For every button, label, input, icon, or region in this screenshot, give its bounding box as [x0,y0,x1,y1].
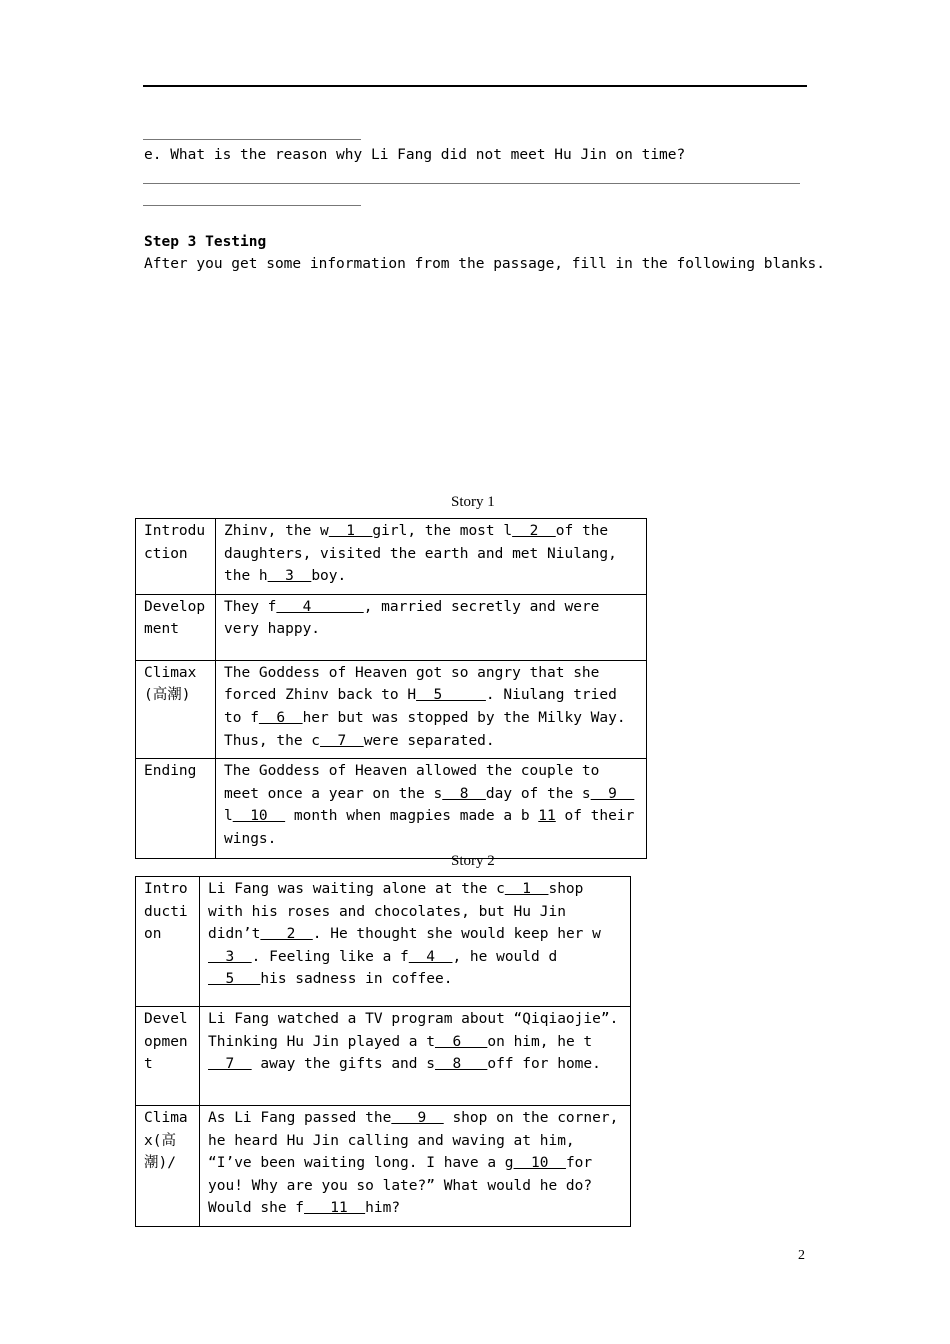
answer-line-d [143,139,361,140]
blank-field: 10 [232,808,286,825]
blank-field: 8 [442,785,486,802]
blank-field: 6 [434,1033,488,1050]
blank-field: 11 [304,1200,366,1217]
table-row [136,519,647,595]
row-content: Zhinv, the w 1 girl, the most l 2 of the daughters, visited the earth and met Niulang, the h 3 boy. [216,519,647,595]
blank-field: 9 [391,1110,444,1126]
row-label: Climax(高潮)/ [136,1106,200,1227]
blank-field: 8 [434,1056,488,1073]
blank-field: 7 [208,1056,252,1073]
blank-field: 11 [538,808,556,825]
story2-table [135,876,631,1227]
header-rule [143,85,807,87]
blank-field: 3 [208,948,252,965]
blank-field: 5 [208,971,261,988]
question-e: e. What is the reason why Li Fang did not meet Hu Jin on time? [144,147,686,163]
blank-field: 9 [590,785,635,802]
row-label: Introduction [136,519,216,595]
blank-field: 10 [513,1155,566,1172]
row-content: The Goddess of Heaven got so angry that she forced Zhinv back to H 5 . Niulang tried to f 6 her but was stopped by the Milky Way. Thus, the c 7 were separated. [216,660,647,758]
blank-field: 6 [258,709,303,726]
step3-heading: Step 3 Testing [144,234,267,250]
story1-caption: Story 1 [451,494,495,510]
blank-field: 5 [416,687,486,704]
row-content: Li Fang was waiting alone at the c 1 shop with his roses and chocolates, but Hu Jin didn’t 2 . He thought she would keep her w 3 . Feeling like a f 4 , he would d 5 his sadness in coffee. [200,877,631,1007]
blank-field: 1 [328,523,373,539]
row-label: Development [136,594,216,660]
story2-caption: Story 2 [451,853,495,869]
blank-field: 2 [260,926,313,943]
table-row [136,1106,631,1227]
table-row [136,1007,631,1106]
blank-field: 1 [504,881,549,897]
blank-field: 3 [267,568,312,585]
story1-table [135,518,647,859]
blank-field: 7 [320,732,364,749]
row-content: As Li Fang passed the 9 shop on the corner, he heard Hu Jin calling and waving at him, “I’ve been waiting long. I have a g 10 for you! Why are you so late?” What would he do? Would she f 11 him? [200,1106,631,1227]
row-label: Introduction [136,877,200,1007]
step3-instruction: After you get some information from the passage, fill in the following blanks. [144,256,825,272]
page-number: 2 [798,1248,805,1263]
row-label: Development [136,1007,200,1106]
row-content: Li Fang watched a TV program about “Qiqiaojie”. Thinking Hu Jin played a t 6 on him, he t 7 away the gifts and s 8 off for home. [200,1007,631,1106]
blank-field: 2 [512,523,556,539]
row-content: They f 4 , married secretly and were very happy. [216,594,647,660]
table-row [136,660,647,758]
answer-line-e [143,183,800,184]
row-content: The Goddess of Heaven allowed the couple to meet once a year on the s 8 day of the s 9 l 10 month when magpies made a b 11 of their wings. [216,759,647,859]
blank-field: 4 [276,598,364,615]
row-label: Climax(高潮) [136,660,216,758]
row-label: Ending [136,759,216,859]
table-row [136,877,631,1007]
table-row [136,594,647,660]
blank-field: 4 [408,948,453,965]
table-row [136,759,647,859]
answer-line-e-2 [143,205,361,206]
